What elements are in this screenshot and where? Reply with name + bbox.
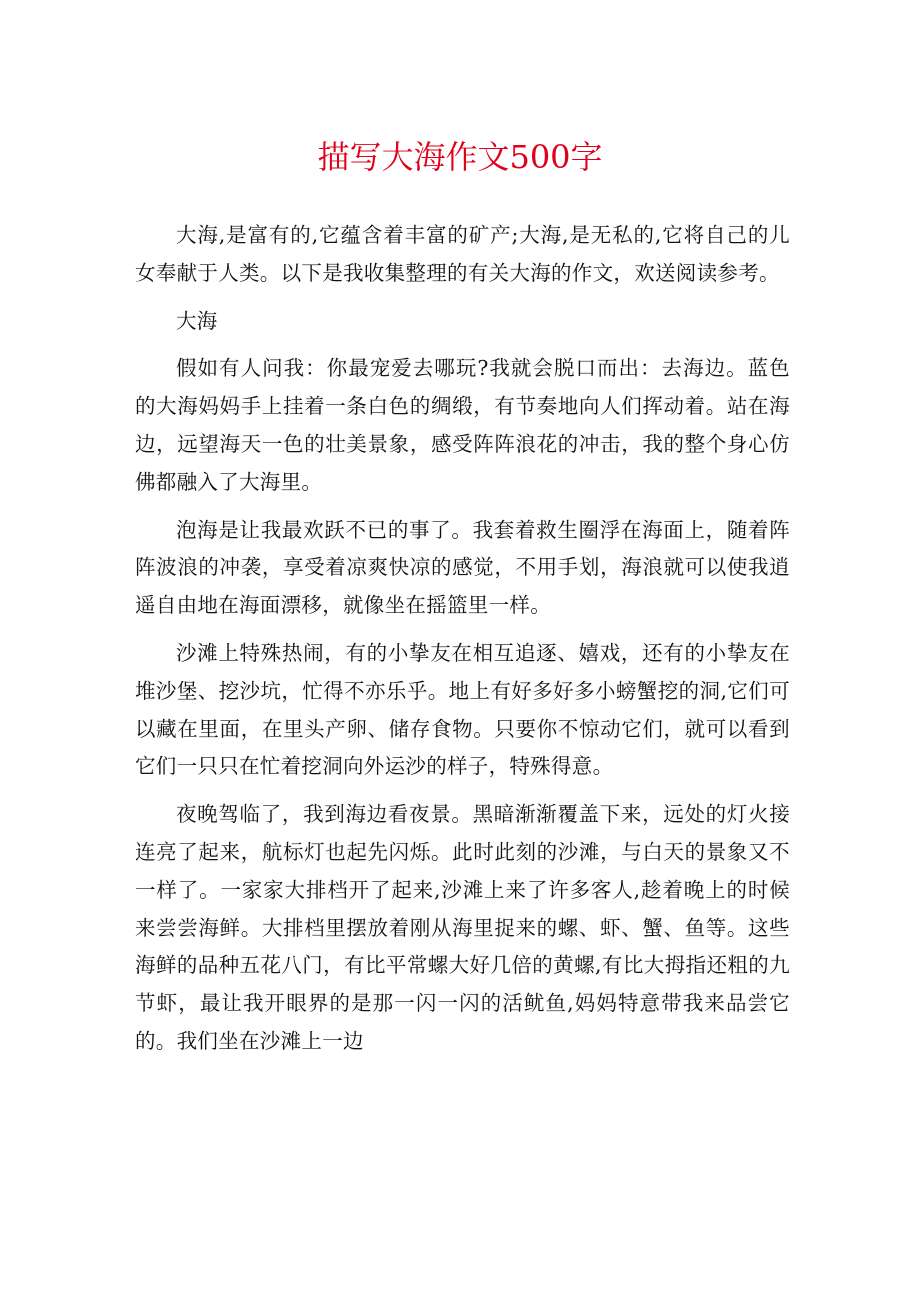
body-paragraph: 沙滩上特殊热闹，有的小挚友在相互追逐、嬉戏，还有的小挚友在堆沙堡、挖沙坑，忙得不亦乐乎。地上有好多好多小螃蟹挖的洞,它们可以藏在里面，在里头产卵、储存食物。只要你不惊动它们，就可以看到它们一只只在忙着挖洞向外运沙的样子，特殊得意。 (135, 640, 790, 779)
intro-paragraph: 大海,是富有的,它蕴含着丰富的矿产;大海,是无私的,它将自己的儿女奉献于人类。以下是我收集整理的有关大海的作文，欢送阅读参考。 (135, 223, 790, 285)
section-heading: 大海 (176, 308, 218, 333)
document-body (135, 217, 790, 1071)
document-title: 描写大海作文500字 (317, 138, 603, 176)
body-paragraph: 夜晚驾临了，我到海边看夜景。黑暗渐渐覆盖下来，远处的灯火接连亮了起来，航标灯也起先闪烁。此时此刻的沙滩，与白天的景象又不一样了。一家家大排档开了起来,沙滩上来了许多客人,趁着晚上的时候来尝尝海鲜。大排档里摆放着刚从海里捉来的螺、虾、蟹、鱼等。这些海鲜的品种五花八门，有比平常螺大好几倍的黄螺,有比大拇指还粗的九节虾，最让我开眼界的是那一闪一闪的活鱿鱼,妈妈特意带我来品尝它的。我们坐在沙滩上一边 (135, 802, 790, 1053)
body-paragraph: 假如有人问我：你最宠爱去哪玩?我就会脱口而出：去海边。蓝色的大海妈妈手上挂着一条白色的绸缎，有节奏地向人们挥动着。站在海边，远望海天一色的壮美景象，感受阵阵浪花的冲击，我的整个身心仿佛都融入了大海里。 (135, 356, 790, 494)
body-paragraph: 泡海是让我最欢跃不已的事了。我套着救生圈浮在海面上，随着阵阵波浪的冲袭，享受着凉爽快凉的感觉，不用手划，海浪就可以使我逍遥自由地在海面漂移，就像坐在摇篮里一样。 (135, 517, 790, 618)
